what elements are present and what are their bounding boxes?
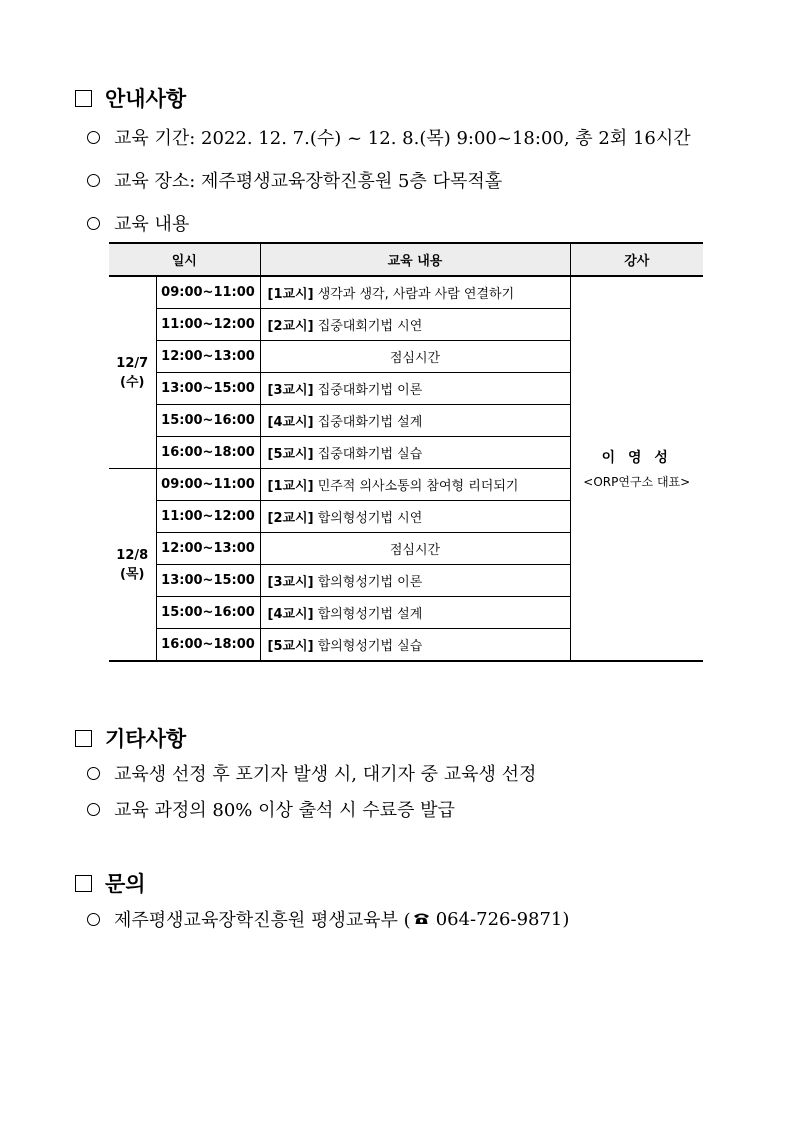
- content-text: 합의형성기법 실습: [317, 639, 423, 654]
- square-bullet-icon: [75, 730, 92, 747]
- lecturer-org: <ORP연구소 대표>: [583, 475, 691, 489]
- period-label: [3교시]: [267, 383, 314, 398]
- time-cell: 09:00~11:00: [156, 276, 260, 309]
- content-cell: [260, 501, 570, 533]
- content-text: 집중대화기법 설계: [317, 415, 423, 430]
- time-cell: 16:00~18:00: [156, 629, 260, 662]
- item-text: 교육생 선정 후 포기자 발생 시, 대기자 중 교육생 선정: [114, 764, 537, 785]
- header-datetime: 일시: [109, 243, 260, 276]
- content-cell: [260, 469, 570, 501]
- circle-bullet-icon: [87, 217, 100, 230]
- table-header-row: [109, 243, 703, 276]
- list-item-location: [87, 167, 502, 193]
- header-content: 교육 내용: [260, 243, 570, 276]
- time-cell: 15:00~16:00: [156, 405, 260, 437]
- lecturer-name: 이 영 성: [601, 450, 672, 466]
- circle-bullet-icon: [87, 767, 100, 780]
- square-bullet-icon: [75, 90, 92, 107]
- square-bullet-icon: [75, 875, 92, 892]
- content-text: 집중대화기법 실습: [317, 447, 423, 462]
- content-text: 합의형성기법 시연: [317, 511, 423, 526]
- phone-icon: [413, 909, 430, 930]
- section-title: 안내사항: [105, 87, 187, 111]
- contact-text-before: 제주평생교육장학진흥원 평생교육부 (: [114, 910, 411, 931]
- content-cell: [260, 373, 570, 405]
- item-text: 교육 내용: [114, 214, 190, 235]
- section-info-heading: [75, 83, 186, 113]
- time-cell: 09:00~11:00: [156, 469, 260, 501]
- period-label: [5교시]: [267, 447, 314, 462]
- period-label: [2교시]: [267, 319, 314, 334]
- contact-text-after: ): [562, 908, 570, 930]
- period-label: [1교시]: [267, 479, 314, 494]
- period-label: [4교시]: [267, 607, 314, 622]
- content-cell: [260, 437, 570, 469]
- period-label: [3교시]: [267, 575, 314, 590]
- schedule-table: [109, 242, 703, 662]
- list-item-content: [87, 210, 189, 236]
- content-cell: [260, 565, 570, 597]
- period-label: [1교시]: [267, 287, 314, 302]
- content-cell: [260, 597, 570, 629]
- list-item-selection: [87, 760, 536, 786]
- date-text: 12/7: [116, 355, 149, 371]
- content-cell: [260, 405, 570, 437]
- date-cell: [109, 469, 156, 662]
- circle-bullet-icon: [87, 131, 100, 144]
- weekday-text: (수): [120, 374, 145, 390]
- list-item-certificate: [87, 796, 455, 822]
- content-text: 합의형성기법 이론: [317, 575, 423, 590]
- item-text: 교육 장소: 제주평생교육장학진흥원 5층 다목적홀: [114, 171, 503, 192]
- content-text: 민주적 의사소통의 참여형 리더되기: [317, 479, 519, 494]
- period-label: [2교시]: [267, 511, 314, 526]
- list-item-contact: [87, 906, 569, 932]
- item-text: 교육 과정의 80% 이상 출석 시 수료증 발급: [114, 800, 455, 821]
- item-text: 교육 기간: 2022. 12. 7.(수) ~ 12. 8.(목) 9:00~18:00, 총 2회 16시간: [114, 128, 691, 149]
- time-cell: 16:00~18:00: [156, 437, 260, 469]
- time-cell: 12:00~13:00: [156, 341, 260, 373]
- content-cell: [260, 629, 570, 662]
- lunch-cell: 점심시간: [260, 533, 570, 565]
- section-other-heading: [75, 723, 186, 753]
- time-cell: 13:00~15:00: [156, 373, 260, 405]
- section-title: 문의: [105, 872, 146, 896]
- list-item-period: [87, 124, 691, 150]
- content-cell: [260, 276, 570, 309]
- time-cell: 13:00~15:00: [156, 565, 260, 597]
- circle-bullet-icon: [87, 803, 100, 816]
- period-label: [4교시]: [267, 415, 314, 430]
- section-title: 기타사항: [105, 727, 187, 751]
- lecturer-cell: [570, 276, 703, 661]
- weekday-text: (목): [120, 566, 145, 582]
- content-cell: [260, 309, 570, 341]
- circle-bullet-icon: [87, 174, 100, 187]
- phone-number: 064-726-9871: [435, 908, 563, 930]
- date-cell: [109, 276, 156, 469]
- section-contact-heading: [75, 868, 146, 898]
- time-cell: 12:00~13:00: [156, 533, 260, 565]
- period-label: [5교시]: [267, 639, 314, 654]
- time-cell: 11:00~12:00: [156, 309, 260, 341]
- content-text: 집중대회기법 시연: [317, 319, 423, 334]
- content-text: 합의형성기법 설계: [317, 607, 423, 622]
- circle-bullet-icon: [87, 913, 100, 926]
- content-text: 생각과 생각, 사람과 사람 연결하기: [317, 287, 515, 302]
- content-text: 집중대화기법 이론: [317, 383, 423, 398]
- date-text: 12/8: [116, 547, 149, 563]
- time-cell: 15:00~16:00: [156, 597, 260, 629]
- header-lecturer: 강사: [570, 243, 703, 276]
- table-row: [109, 276, 703, 309]
- lunch-cell: 점심시간: [260, 341, 570, 373]
- time-cell: 11:00~12:00: [156, 501, 260, 533]
